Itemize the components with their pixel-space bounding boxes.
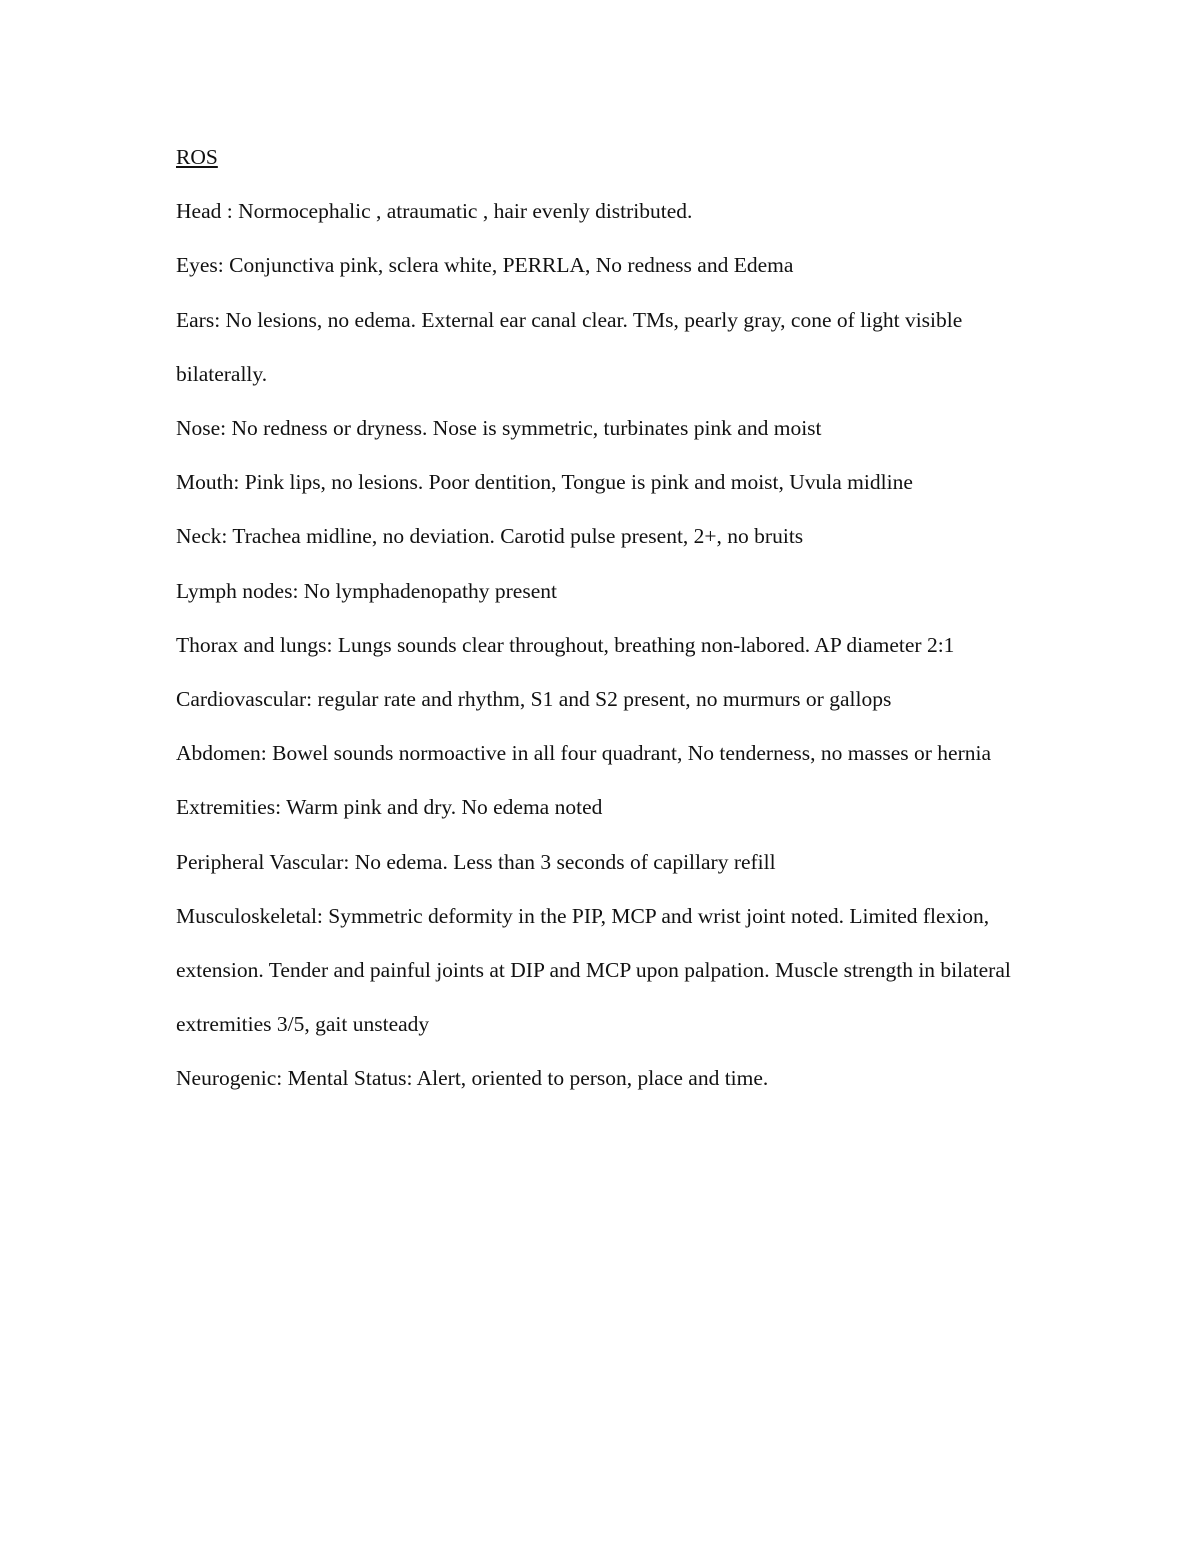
document-body — [176, 130, 1016, 1106]
section-heading: ROS — [176, 145, 218, 169]
paragraph-thorax-lungs: Thorax and lungs: Lungs sounds clear throughout, breathing non-labored. AP diameter 2:1 — [176, 632, 955, 657]
paragraph-nose: Nose: No redness or dryness. Nose is symmetric, turbinates pink and moist — [176, 416, 822, 441]
paragraph-neurogenic: Neurogenic: Mental Status: Alert, oriented to person, place and time. — [176, 1066, 769, 1091]
paragraph-peripheral-vascular: Peripheral Vascular: No edema. Less than 3 seconds of capillary refill — [176, 849, 776, 874]
paragraph-mouth: Mouth: Pink lips, no lesions. Poor dentition, Tongue is pink and moist, Uvula midline — [176, 470, 913, 495]
paragraph-ears: Ears: No lesions, no edema. External ear canal clear. TMs, pearly gray, cone of light visible bilaterally. — [176, 307, 963, 386]
paragraph-lymph-nodes: Lymph nodes: No lymphadenopathy present — [176, 578, 557, 603]
paragraph-eyes: Eyes: Conjunctiva pink, sclera white, PERRLA, No redness and Edema — [176, 253, 794, 278]
paragraph-musculoskeletal: Musculoskeletal: Symmetric deformity in the PIP, MCP and wrist joint noted. Limited flexion, extension. Tender and painful joints at DIP and MCP upon palpation. Muscle strength in bilateral extremities 3/5, gait unsteady — [176, 903, 1011, 1037]
paragraph-neck: Neck: Trachea midline, no deviation. Carotid pulse present, 2+, no bruits — [176, 524, 804, 549]
paragraph-cardiovascular: Cardiovascular: regular rate and rhythm, S1 and S2 present, no murmurs or gallops — [176, 687, 892, 712]
paragraph-extremities: Extremities: Warm pink and dry. No edema noted — [176, 795, 603, 820]
paragraph-abdomen: Abdomen: Bowel sounds normoactive in all four quadrant, No tenderness, no masses or hernia — [176, 741, 992, 766]
paragraph-head: Head : Normocephalic , atraumatic , hair evenly distributed. — [176, 199, 693, 224]
